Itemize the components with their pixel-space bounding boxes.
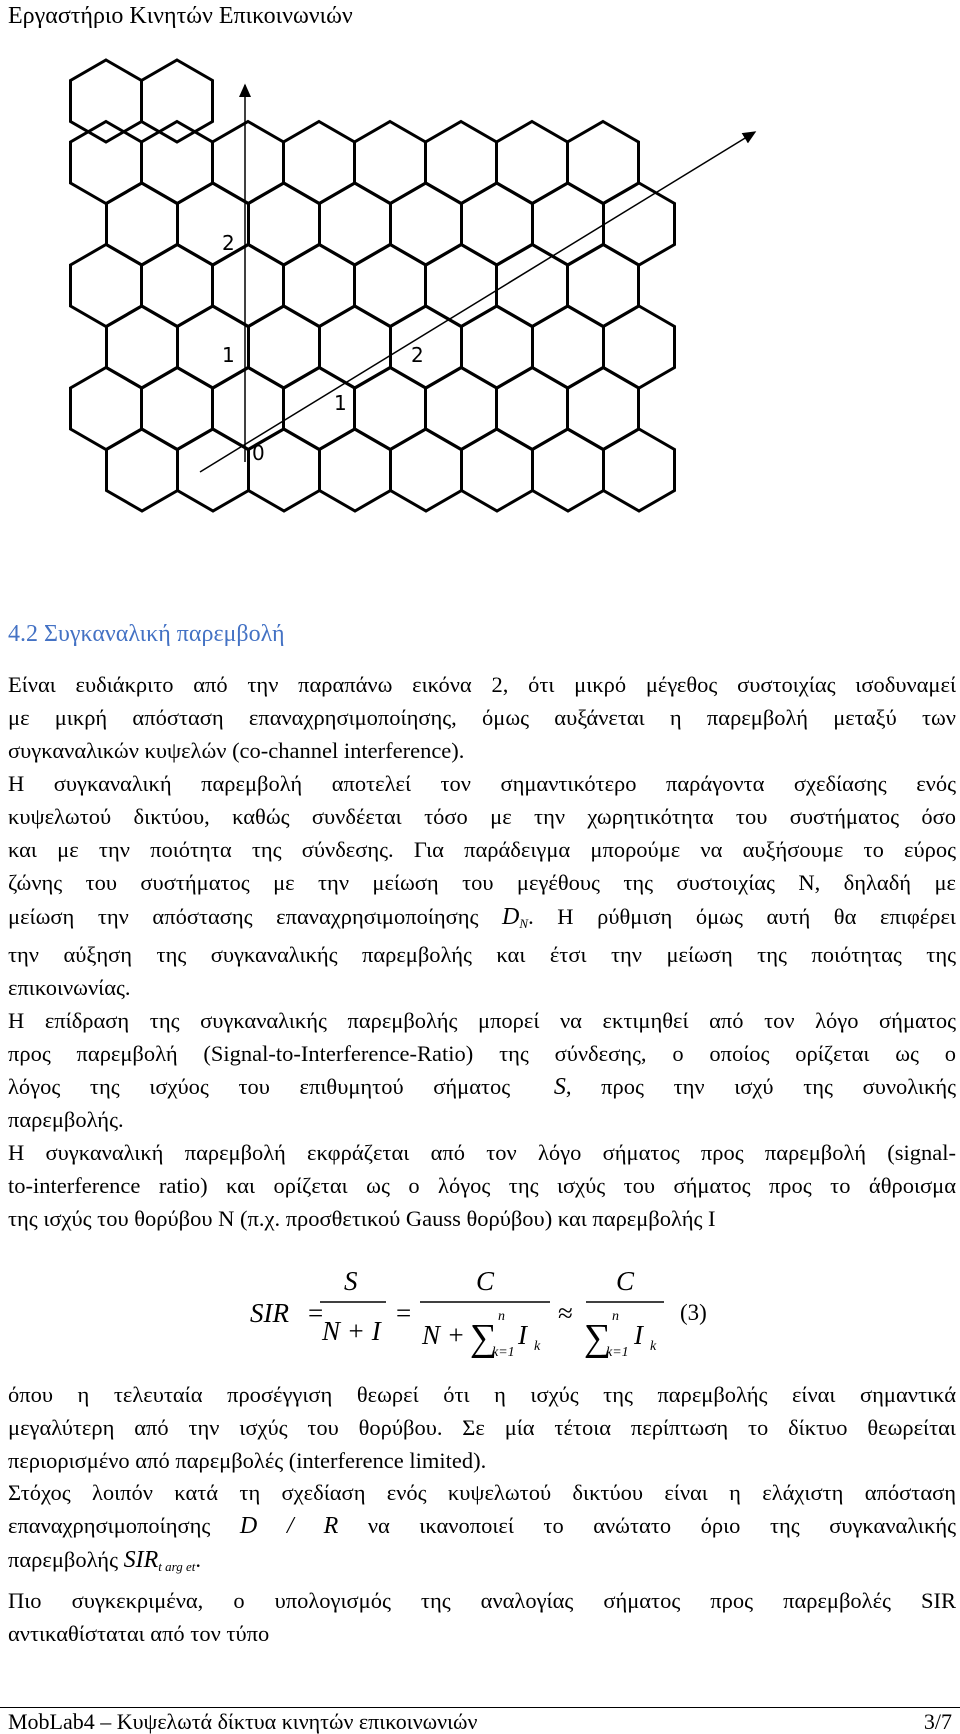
paragraph-7-last [8,1617,956,1650]
hex-cell [355,368,426,450]
paragraph-line: Η συγκαναλική παρεμβολή αποτελεί τον σημαντικότερο παράγοντα σχεδίασης ενός [8,771,956,796]
hex-cell [71,60,142,142]
paragraph-text: μείωση την απόστασης επαναχρησιμοποίησης [8,904,479,929]
hex-cell [71,245,142,327]
paragraph-text: επαναχρησιμοποίησης [8,1513,211,1538]
hex-cell [178,429,249,511]
hex-cell [568,368,639,450]
math-dn-sub: N [519,916,529,931]
paragraph-line: την αύξηση της συγκαναλικής παρεμβολής και έτσι την μείωση της ποιότητας της [8,942,956,967]
hex-cell [142,60,213,142]
formula-sum-bottom: k=1 [492,1345,515,1360]
hex-cell [604,306,675,388]
paragraph-line: Πιο συγκεκριμένα, ο υπολογισμός της αναλογίας σήματος προς παρεμβολές SIR [8,1588,956,1613]
math-sir-target [124,1547,196,1573]
hex-cell [320,306,391,388]
paragraph-line: παρεμβολής. [8,1107,124,1132]
paragraph-2 [8,767,956,899]
hex-cell [320,429,391,511]
hex-cell [213,122,284,204]
math-d-over-r: D / R [239,1513,339,1539]
hex-cell [462,429,533,511]
paragraph-5-last [8,1444,956,1477]
label-axis-vertical-2: 2 [222,231,235,255]
hex-cell [426,368,497,450]
paragraph-line: της ισχύς του θορύβου Ν (π.χ. προσθετικού Gauss θορύβου) και παρεμβολής Ι [8,1206,716,1231]
formula-sum3-bottom: k=1 [606,1345,629,1360]
paragraph-line: κυψελωτού δικτύου, καθώς συνδέεται τόσο με την χωρητικότητα του συστήματος όσο [8,804,956,829]
paragraph-line: Η επίδραση της συγκαναλικής παρεμβολής μπορεί να εκτιμηθεί από τον λόγο σήματος [8,1008,956,1033]
footer-divider [0,1707,960,1708]
math-dn-main: D [502,904,520,930]
paragraph-text: να ικανοποιεί το ανώτατο όριο της συγκαναλικής [367,1513,956,1538]
formula-sum3-top: n [612,1309,619,1324]
paragraph-line: επικοινωνίας. [8,975,131,1000]
hex-cell [568,122,639,204]
hex-cell [107,429,178,511]
paragraph-line: συγκαναλικών κυψελών (co-channel interference). [8,738,465,763]
math-sir-main: SIR [123,1547,159,1573]
math-s: S [553,1074,566,1100]
summation-icon: ∑ [470,1317,498,1359]
equation-number: (3) [680,1300,707,1325]
formula-den-k: k [534,1339,541,1354]
hex-cell [71,122,142,204]
hex-cell [462,306,533,388]
hex-cell [71,368,142,450]
formula-equals-1: = [308,1298,324,1328]
paragraph-line: Στόχος λοιπόν κατά τη σχεδίαση ενός κυψελωτού δικτύου είναι η ελάχιστη απόσταση [8,1480,956,1505]
hex-cell [249,306,320,388]
paragraph-line: προς παρεμβολή (Signal-to-Interference-Ratio) της σύνδεσης, ο οποίος ορίζεται ως ο [8,1041,956,1066]
paragraph-3-last [8,1103,956,1136]
paragraph-line: Η συγκαναλική παρεμβολή εκφράζεται από τον λόγο σήματος προς παρεμβολή (signal- [8,1140,956,1165]
hex-cell [604,183,675,265]
section-title: 4.2 Συγκαναλική παρεμβολή [8,621,285,647]
label-axis-vertical-1: 1 [222,343,235,367]
hex-cell [604,429,675,511]
hex-cell [107,306,178,388]
paragraph-6-last [8,1542,956,1585]
hex-cell [142,368,213,450]
paragraph-text: . Η ρύθμιση όμως αυτή θα επιφέρει [528,904,956,929]
formula-num-c: C [476,1266,495,1296]
formula-equals-2: = [396,1298,412,1328]
page-header-title: Εργαστήριο Κινητών Επικοινωνιών [8,3,353,29]
paragraph-4 [8,1136,956,1202]
hex-cell [533,306,604,388]
hex-cell [178,183,249,265]
hex-cell [142,245,213,327]
formula-den3-k: k [650,1339,657,1354]
paragraph-7 [8,1584,956,1617]
paragraph-1 [8,668,956,734]
formula-sum-top: n [498,1309,505,1324]
sir-formula [240,1258,740,1368]
paragraph-text: . [195,1547,201,1572]
math-sir-sub: t arg et [158,1559,196,1574]
formula-approx: ≈ [558,1298,573,1328]
hex-cell [391,183,462,265]
paragraph-2-cont [8,938,956,971]
hex-cell [284,122,355,204]
paragraph-3 [8,1004,956,1104]
paragraph-line: όπου η τελευταία προσέγγιση θεωρεί ότι η ισχύς της παρεμβολής είναι σημαντικά [8,1382,956,1407]
paragraph-2-math-line [8,899,956,942]
paragraph-line: με μικρή απόσταση επαναχρησιμοποίησης, όμως αυξάνεται η παρεμβολή μεταξύ των [8,705,956,730]
hex-cell [462,183,533,265]
formula-num-s: S [344,1266,358,1296]
hex-cell [426,245,497,327]
paragraph-line: αντικαθίσταται από τον τύπο [8,1621,270,1646]
formula-den3-i: I [634,1320,643,1350]
paragraph-line [8,1070,956,1104]
formula-den-n-plus: N + [422,1320,465,1350]
summation-icon: ∑ [584,1317,612,1359]
paragraph-1-last [8,734,956,767]
paragraph-6 [8,1476,956,1543]
paragraph-line [8,1542,956,1585]
paragraph-5 [8,1378,956,1444]
label-axis-vertical-0: 0 [252,441,265,465]
paragraph-line [8,1509,956,1543]
hex-cell [533,183,604,265]
paragraph-line: και με την ποιότητα της σύνδεσης. Για παράδειγμα μπορούμε να αυξήσουμε το εύρος [8,837,956,862]
paragraph-text: , προς την ισχύ της συνολικής [565,1074,957,1099]
hex-cell [213,368,284,450]
formula-den-i: I [518,1320,527,1350]
paragraph-2-last [8,971,956,1004]
footer-title: MobLab4 – Κυψελωτά δίκτυα κινητών επικοινωνιών [8,1709,478,1734]
hex-cell [320,183,391,265]
paragraph-text: λόγος της ισχύος του επιθυμητού σήματος [8,1074,511,1099]
formula-sir: SIR [250,1298,289,1328]
formula-den-n-plus-i: N + I [322,1316,381,1346]
hex-cell [213,245,284,327]
formula-num-c-2: C [616,1266,635,1296]
hexagonal-cell-grid-figure [0,0,960,600]
hex-cell [391,429,462,511]
paragraph-line: to-interference ratio) και ορίζεται ως ο λόγος της ισχύς του σήματος προς το άθροισμα [8,1173,956,1198]
hex-cell [568,245,639,327]
hex-cell [355,122,426,204]
hex-cell [497,245,568,327]
hex-cell [533,429,604,511]
page-number: 3/7 [923,1709,952,1734]
hex-cell [249,183,320,265]
hex-cell [142,122,213,204]
label-axis-diagonal-2: 2 [411,343,424,367]
paragraph-line [8,899,956,942]
paragraph-line: μεγαλύτερη από την ισχύς του θορύβου. Σε μία τέτοια περίπτωση το δίκτυο θεωρείται [8,1415,956,1440]
hex-cell [497,368,568,450]
hex-cell [107,183,178,265]
hex-cell [284,245,355,327]
paragraph-4-last [8,1202,956,1235]
paragraph-text: παρεμβολής [8,1547,118,1572]
hex-cell [355,245,426,327]
hex-cell [178,306,249,388]
hex-cell [426,122,497,204]
math-dn [502,904,528,930]
paragraph-line: ζώνης του συστήματος με την μείωση του μεγέθους της συστοιχίας Ν, δηλαδή με [8,870,956,895]
hex-cell [497,122,568,204]
label-axis-diagonal-1: 1 [334,391,347,415]
hex-cells [71,60,675,511]
paragraph-line: περιορισμένο από παρεμβολές (interference limited). [8,1448,487,1473]
paragraph-line: Είναι ευδιάκριτο από την παραπάνω εικόνα 2, ότι μικρό μέγεθος συστοιχίας ισοδυναμεί [8,672,956,697]
